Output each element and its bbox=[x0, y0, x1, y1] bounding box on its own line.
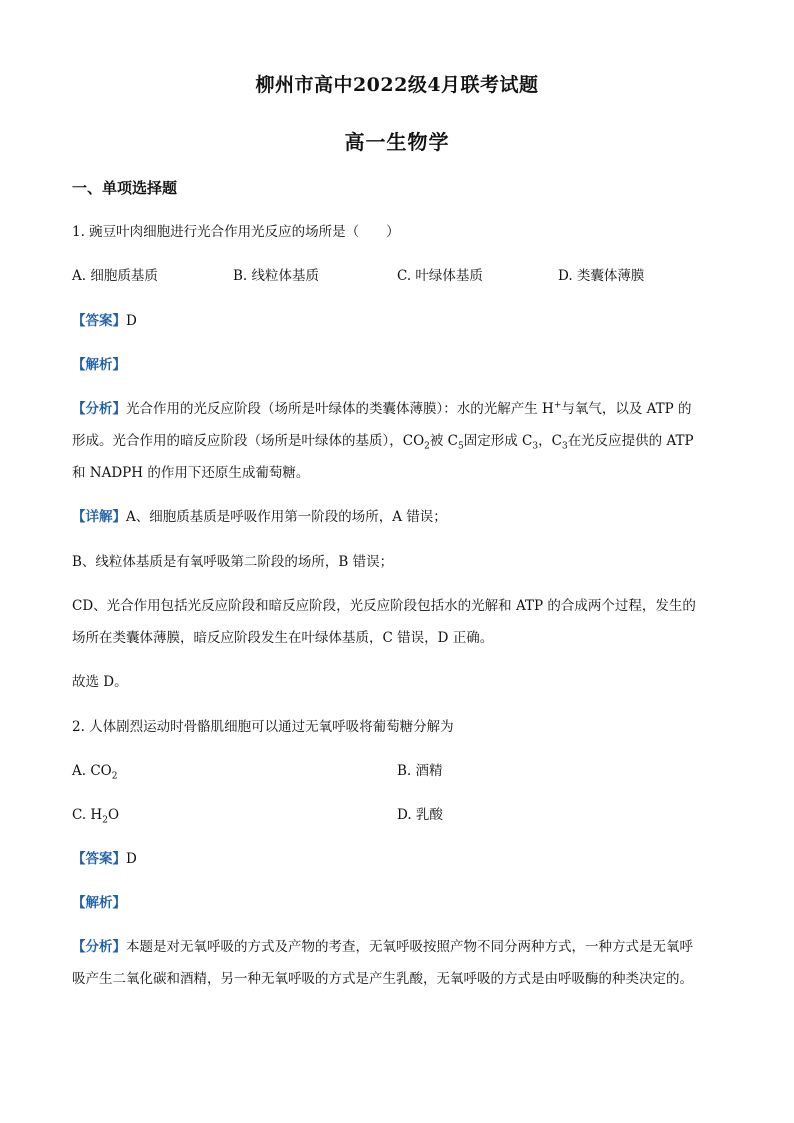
q1-fenxi-text-2b: 被 C bbox=[429, 433, 459, 449]
q1-detail-tag: 【详解】 bbox=[72, 509, 126, 525]
q2-answer-value: D bbox=[126, 851, 137, 867]
q1-fenxi-text-2a: 形成。光合作用的暗反应阶段（场所是叶绿体的基质），CO bbox=[72, 433, 425, 449]
q2-fenxi-tag: 【分析】 bbox=[72, 939, 126, 955]
q1-fenxi-line-2 bbox=[72, 431, 722, 451]
section-heading: 一、单项选择题 bbox=[72, 179, 178, 197]
q1-analysis-tag: 【解析】 bbox=[72, 357, 126, 373]
q1-detail-line-2: B、线粒体基质是有氧呼吸第二阶段的场所，B 错误； bbox=[72, 554, 394, 570]
q1-fenxi-sub-2: 5 bbox=[458, 441, 464, 452]
exam-title: 柳州市高中2022级4月联考试题 bbox=[255, 74, 539, 96]
q1-fenxi-text-2c: 固定形成 C bbox=[463, 433, 533, 449]
q1-fenxi-line-1 bbox=[72, 399, 722, 419]
q2-option-c-text-b: O bbox=[107, 807, 120, 823]
q2-option-c bbox=[72, 805, 119, 825]
q1-option-a: A. 细胞质基质 bbox=[72, 268, 158, 284]
q1-option-b: B. 线粒体基质 bbox=[233, 268, 320, 284]
q2-fenxi-text-1: 本题是对无氧呼吸的方式及产物的考查，无氧呼吸按照产物不同分两种方式，一种方式是无氧呼 bbox=[126, 939, 693, 955]
q2-option-a-text: A. CO bbox=[72, 763, 112, 779]
q1-fenxi-sub-1: 2 bbox=[424, 441, 430, 452]
q1-option-d: D. 类囊体薄膜 bbox=[558, 268, 645, 284]
q2-answer bbox=[72, 849, 722, 869]
q1-fenxi-sup: + bbox=[553, 400, 562, 411]
q1-fenxi-text-2d: ，C bbox=[538, 433, 562, 449]
q1-answer bbox=[72, 311, 722, 331]
q1-fenxi-text-2e: 在光反应提供的 ATP bbox=[567, 433, 694, 449]
q2-option-b: B. 酒精 bbox=[397, 763, 443, 779]
q1-fenxi-tag: 【分析】 bbox=[72, 401, 126, 417]
q2-analysis-tag: 【解析】 bbox=[72, 895, 126, 911]
q1-fenxi-sub-3: 3 bbox=[532, 441, 539, 452]
q1-detail-line-1 bbox=[72, 507, 722, 527]
q1-fenxi-sub-4: 3 bbox=[561, 441, 568, 452]
q1-answer-tag: 【答案】 bbox=[72, 313, 126, 329]
q2-option-d: D. 乳酸 bbox=[397, 807, 443, 823]
q1-fenxi-text-1b: 与氧气，以及 ATP 的 bbox=[561, 401, 692, 417]
q1-option-c: C. 叶绿体基质 bbox=[397, 268, 483, 284]
q2-fenxi-line-1 bbox=[72, 937, 722, 957]
q1-detail-line-4: 场所在类囊体薄膜，暗反应阶段发生在叶绿体基质，C 错误，D 正确。 bbox=[72, 630, 494, 646]
q1-analysis-heading bbox=[72, 355, 722, 375]
q2-stem: 2. 人体剧烈运动时骨骼肌细胞可以通过无氧呼吸将葡萄糖分解为 bbox=[72, 719, 454, 735]
q2-option-a-sub: 2 bbox=[111, 771, 118, 782]
q1-detail-text-1: A、细胞质基质是呼吸作用第一阶段的场所，A 错误； bbox=[126, 509, 447, 525]
q2-answer-tag: 【答案】 bbox=[72, 851, 126, 867]
exam-subtitle: 高一生物学 bbox=[344, 130, 450, 154]
q2-fenxi-line-2: 吸产生二氧化碳和酒精，另一种无氧呼吸的方式是产生乳酸，无氧呼吸的方式是由呼吸酶的种类决定的。 bbox=[72, 971, 693, 987]
q1-fenxi-line-3: 和 NADPH 的作用下还原生成葡萄糖。 bbox=[72, 465, 310, 481]
q1-fenxi-text-1a: 光合作用的光反应阶段（场所是叶绿体的类囊体薄膜）：水的光解产生 H bbox=[126, 401, 554, 417]
q2-option-c-text-a: C. H bbox=[72, 807, 103, 823]
q2-option-c-sub: 2 bbox=[102, 815, 108, 826]
q1-answer-value: D bbox=[126, 313, 137, 329]
q2-option-a bbox=[72, 761, 117, 781]
q1-detail-line-3: CD、光合作用包括光反应阶段和暗反应阶段，光反应阶段包括水的光解和 ATP 的合成两个过程，发生的 bbox=[72, 598, 696, 614]
q1-stem: 1. 豌豆叶肉细胞进行光合作用光反应的场所是（ ） bbox=[72, 224, 400, 240]
q1-conclusion: 故选 D。 bbox=[72, 674, 128, 690]
q2-analysis-heading bbox=[72, 893, 722, 913]
